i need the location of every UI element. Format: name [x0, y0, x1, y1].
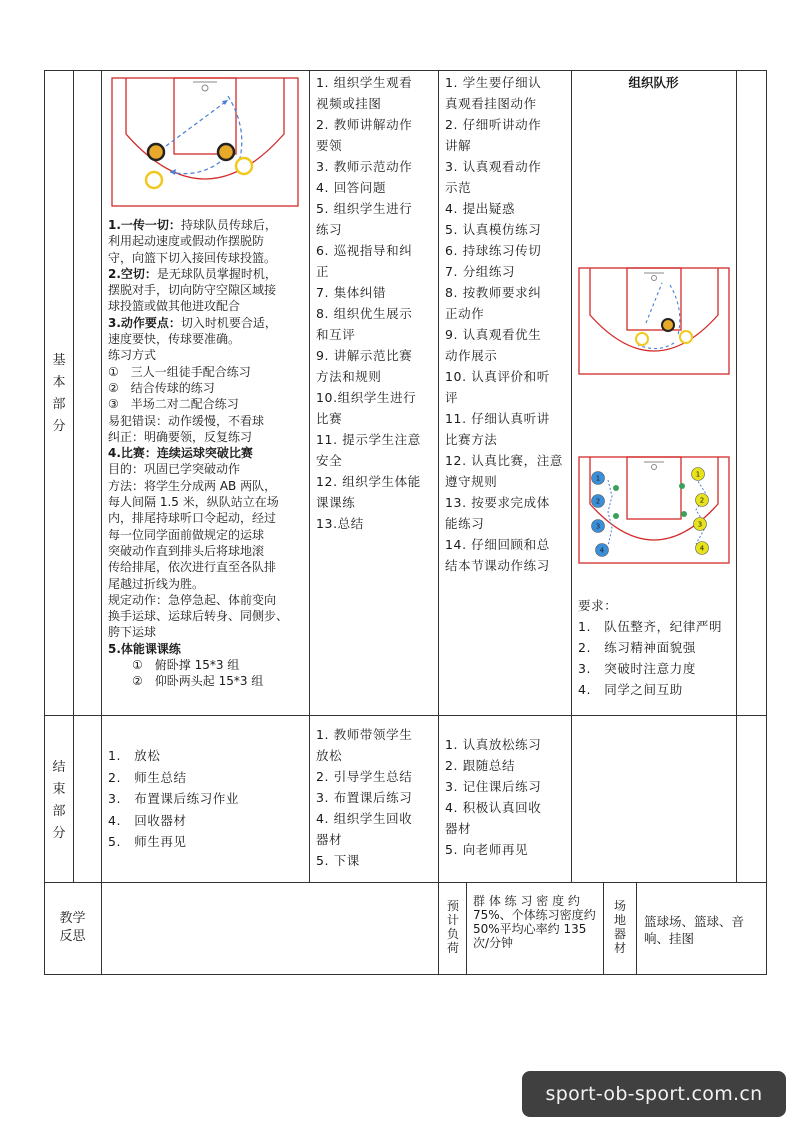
student-step: 讲解 — [445, 138, 472, 153]
teacher-step: 安全 — [316, 453, 343, 468]
student-step: 14. 仔细回顾和总 — [445, 537, 550, 552]
content-line: 利用起动速度或假动作摆脱防 — [108, 234, 265, 249]
teacher-step: 4. 组织学生回收 — [316, 811, 413, 826]
student-step: 11. 仔细认真听讲 — [445, 411, 550, 426]
content-line: 速度要快，传球要准确。 — [108, 332, 241, 347]
player-number: 2 — [699, 496, 705, 505]
teacher-step: 和互评 — [316, 327, 356, 342]
team-b — [692, 468, 709, 555]
venue-value: 篮球场、篮球、音 响、挂图 — [644, 914, 745, 946]
teacher-step: 8. 组织优生展示 — [316, 306, 413, 321]
teacher-step: 正 — [316, 264, 330, 279]
col-divider-d — [438, 70, 439, 975]
team-a — [592, 472, 688, 557]
content-line: 球投篮或做其他进攻配合 — [108, 299, 241, 314]
section-label-basic: 基 本 部 分 — [52, 353, 66, 434]
content-line: 练习方式 — [108, 348, 157, 363]
load-line: 分钟 — [489, 936, 514, 950]
teacher-step: 9. 讲解示范比赛 — [316, 348, 413, 363]
content-line: 内，排尾持球听口令起动，经过 — [108, 511, 277, 526]
student-step: 12. 认真比赛，注意 — [445, 453, 563, 468]
receiver-icon — [146, 172, 162, 188]
cone-icon — [679, 483, 685, 489]
col-divider-h — [636, 882, 637, 975]
student-step: 器材 — [445, 821, 472, 836]
content-line: ② 结合传球的练习 — [108, 380, 215, 395]
student-step: 4. 积极认真回收 — [445, 800, 542, 815]
teacher-step: 6. 巡视指导和纠 — [316, 243, 413, 258]
content-line: 尾越过折线为胜。 — [108, 576, 205, 591]
requirement-item: 4. 同学之间互助 — [578, 682, 683, 697]
content-line: 胯下运球 — [108, 625, 157, 640]
teacher-step: 12. 组织学生体能 — [316, 474, 421, 489]
teacher-step: 7. 集体纠错 — [316, 285, 387, 300]
content-line: 摆脱对手，切向防守空隙区域接 — [108, 283, 277, 298]
player-number: 3 — [595, 522, 601, 531]
teacher-step: 练习 — [316, 222, 343, 237]
content-heading: 5.体能课课练 — [108, 641, 181, 656]
cutter-icon — [680, 331, 692, 343]
content-line — [108, 266, 308, 282]
court-diagram-formation-1 — [578, 267, 730, 375]
requirement-item: 3. 突破时注意力度 — [578, 661, 696, 676]
teacher-step: 要领 — [316, 138, 343, 153]
student-step: 9. 认真观看优生 — [445, 327, 542, 342]
requirements — [578, 595, 734, 700]
student-step: 2. 跟随总结 — [445, 758, 516, 773]
rim-icon — [652, 465, 657, 470]
content-heading: 1.一传一切： — [108, 218, 181, 232]
student-step: 示范 — [445, 180, 472, 195]
content-line: ① 俯卧撑 15*3 组 — [108, 658, 240, 673]
student-step: 比赛方法 — [445, 432, 498, 447]
teacher-step: 3. 教师示范动作 — [316, 159, 413, 174]
content-line: 规定动作：急停急起、体前变向 — [108, 592, 277, 607]
technique-content — [108, 217, 308, 690]
teacher-step: 视频或挂图 — [316, 96, 382, 111]
content-text: 切入时机要合适， — [180, 315, 277, 330]
content-line — [108, 315, 308, 331]
teacher-step: 课课练 — [316, 495, 356, 510]
load-line: 约 50% — [473, 908, 596, 936]
student-activities-end — [445, 734, 569, 860]
table-left-border — [44, 70, 45, 975]
rim-icon — [652, 276, 657, 281]
content-line: 方法：将学生分成两 AB 两队， — [108, 478, 277, 493]
content-line: ① 三人一组徒手配合练习 — [108, 364, 251, 379]
student-step: 8. 按教师要求纠 — [445, 285, 542, 300]
teacher-step: 11. 提示学生注意 — [316, 432, 421, 447]
teacher-step: 4. 回答问题 — [316, 180, 387, 195]
content-line: 传给排尾，依次进行直至各队排 — [108, 560, 277, 575]
key-area — [174, 78, 236, 154]
teacher-step: 10.组织学生进行 — [316, 390, 417, 405]
student-step: 1. 认真放松练习 — [445, 737, 542, 752]
student-step: 1. 学生要仔细认 — [445, 75, 542, 90]
student-step: 5. 向老师再见 — [445, 842, 529, 857]
load-label: 预 计 负 荷 — [446, 899, 459, 955]
teacher-step: 放松 — [316, 748, 343, 763]
section-label-end: 结 束 部 分 — [52, 760, 66, 841]
end-content — [108, 745, 308, 853]
student-step: 3. 记住课后练习 — [445, 779, 542, 794]
student-step: 2. 仔细听讲动作 — [445, 117, 542, 132]
teacher-step: 方法和规则 — [316, 369, 382, 384]
watermark: sport-ob-sport.com.cn — [522, 1071, 786, 1117]
player-number: 3 — [697, 520, 703, 529]
rim-icon — [202, 85, 208, 91]
student-step: 6. 持球练习传切 — [445, 243, 542, 258]
player-number: 2 — [595, 497, 601, 506]
teacher-step: 比赛 — [316, 411, 343, 426]
teacher-step: 器材 — [316, 832, 343, 847]
content-text: 持球队员传球后， — [180, 218, 277, 232]
student-step: 4. 提出疑惑 — [445, 201, 516, 216]
col-divider-c — [309, 70, 310, 882]
student-step: 7. 分组练习 — [445, 264, 516, 279]
content-line: ② 仰卧两头起 15*3 组 — [108, 674, 264, 689]
court-diagram-formation-2 — [578, 456, 730, 564]
player-number: 1 — [595, 474, 601, 483]
col-divider-a — [73, 70, 74, 882]
return-pass-arrow — [170, 162, 220, 174]
teacher-step: 13.总结 — [316, 516, 364, 531]
student-step: 13. 按要求完成体 — [445, 495, 550, 510]
pass-arrow — [646, 283, 662, 323]
teacher-step: 5. 下课 — [316, 853, 360, 868]
three-point-line — [126, 78, 284, 179]
end-step: 3. 布置课后练习作业 — [108, 791, 240, 806]
player-number: 4 — [699, 544, 705, 553]
teacher-step: 5. 组织学生进行 — [316, 201, 413, 216]
cone-icon — [613, 485, 619, 491]
ball-handler-icon — [148, 144, 164, 160]
content-line: 每一位同学面前做规定的运球 — [108, 527, 265, 542]
requirement-item: 2. 练习精神面貌强 — [578, 640, 696, 655]
teacher-step: 1. 教师带领学生 — [316, 727, 413, 742]
content-line — [108, 641, 308, 657]
receiver-icon — [636, 333, 648, 345]
table-row-divider-1 — [44, 715, 766, 716]
table-bottom-border — [44, 974, 766, 975]
student-step: 正动作 — [445, 306, 485, 321]
student-step: 3. 认真观看动作 — [445, 159, 542, 174]
load-line: 75%、个体练习密度 — [473, 908, 584, 922]
load-line: 群 体 练 习 密 度 约 — [473, 894, 580, 908]
content-heading: 3.动作要点： — [108, 315, 181, 330]
end-step: 5. 师生再见 — [108, 834, 187, 849]
table-row-divider-2 — [44, 882, 766, 883]
cone-icon — [613, 513, 619, 519]
teacher-step: 1. 组织学生观看 — [316, 75, 413, 90]
teacher-step: 2. 引导学生总结 — [316, 769, 413, 784]
student-step: 动作展示 — [445, 348, 498, 363]
cutter-icon — [236, 158, 252, 174]
teacher-step: 3. 布置课后练习 — [316, 790, 413, 805]
content-text: 是无球队员掌握时机， — [156, 266, 277, 281]
end-step: 4. 回收器材 — [108, 812, 187, 828]
player-number: 4 — [599, 546, 605, 555]
end-step: 1. 放松 — [108, 748, 161, 763]
court-boundary — [579, 268, 729, 374]
dribble-path-a — [608, 480, 612, 546]
pass-arrow — [166, 100, 228, 146]
content-line — [108, 445, 308, 461]
student-step: 结本节课动作练习 — [445, 558, 550, 573]
content-line: 突破动作直到排头后将球地滚 — [108, 543, 265, 558]
court-diagram-pass-and-cut — [108, 74, 302, 210]
cone-icon — [681, 511, 687, 517]
student-step: 10. 认真评价和听 — [445, 369, 550, 384]
col-divider-f — [571, 70, 572, 882]
student-step: 5. 认真模仿练习 — [445, 222, 542, 237]
content-line — [108, 217, 308, 233]
col-divider-b — [101, 70, 102, 975]
content-line: 目的：巩固已学突破动作 — [108, 462, 241, 477]
end-step: 2. 师生总结 — [108, 769, 187, 785]
table-right-border — [766, 70, 767, 975]
teacher-step: 2. 教师讲解动作 — [316, 117, 413, 132]
student-step: 能练习 — [445, 516, 485, 531]
requirements-title: 要求： — [578, 598, 618, 613]
teacher-activities-end — [316, 724, 436, 871]
content-line: 守，向篮下切入接回传球投篮。 — [108, 250, 277, 265]
load-value — [473, 894, 601, 950]
content-line: 每人间隔 1.5 米，纵队站立在场 — [108, 495, 279, 510]
content-heading: 2.空切： — [108, 266, 157, 281]
load-line: 平均心率约 135 次/ — [473, 922, 587, 950]
content-line: 换手运球、运球后转身、同侧步、 — [108, 609, 289, 624]
key-area — [627, 457, 681, 519]
defender-icon — [218, 144, 234, 160]
col-divider-e — [466, 882, 467, 975]
content-line: ③ 半场二对二配合练习 — [108, 397, 239, 412]
ball-handler-icon — [662, 319, 674, 331]
player-number: 1 — [695, 470, 701, 479]
dribble-path-b — [696, 478, 706, 544]
student-activities-basic — [445, 72, 569, 576]
student-step: 遵守规则 — [445, 474, 498, 489]
student-step: 真观看挂图动作 — [445, 96, 537, 111]
table-top-border — [44, 70, 766, 71]
student-step: 评 — [445, 390, 459, 405]
teacher-activities-basic — [316, 72, 436, 534]
requirement-item: 1. 队伍整齐，纪律严明 — [578, 619, 723, 634]
col-divider-g — [603, 882, 604, 975]
formation-title: 组织队形 — [628, 75, 679, 90]
reflection-label: 教学 反思 — [59, 911, 86, 944]
content-heading: 4.比赛：连续运球突破比赛 — [108, 446, 253, 461]
court-boundary — [112, 78, 298, 206]
col-divider-i — [736, 70, 737, 882]
content-line: 纠正：明确要领，反复练习 — [108, 429, 253, 444]
content-line: 易犯错误：动作缓慢，不看球 — [108, 413, 265, 428]
venue-label: 场 地 器 材 — [613, 899, 626, 955]
